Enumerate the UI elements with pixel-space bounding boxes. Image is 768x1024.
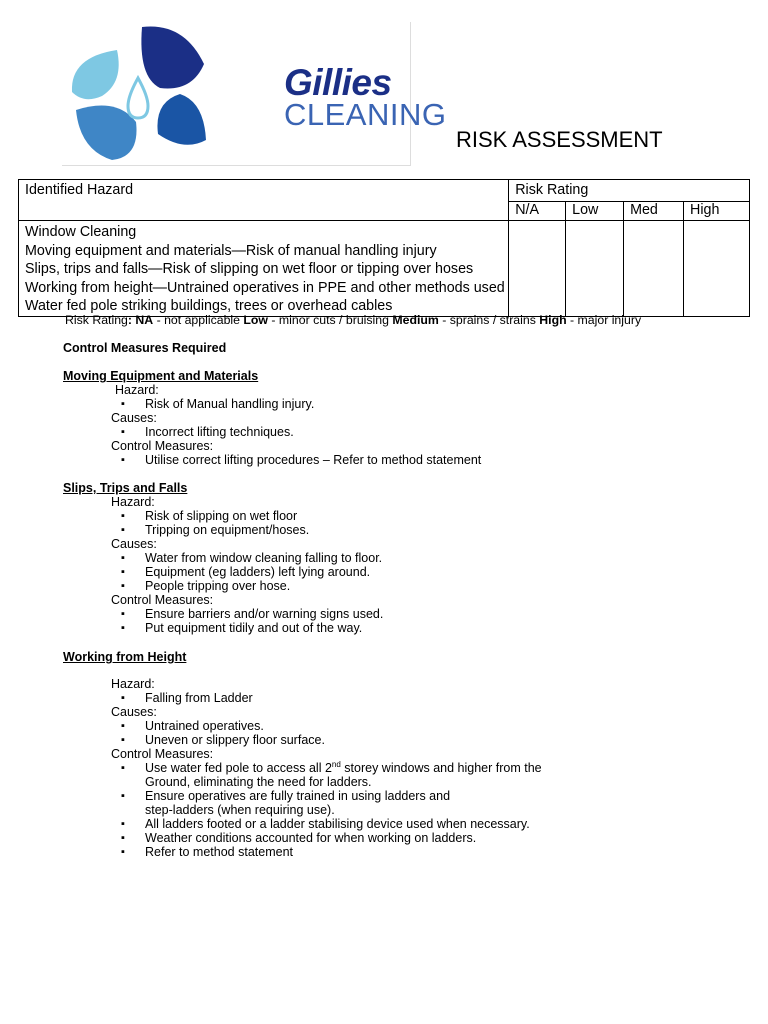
rating-med-header: Med <box>624 202 684 221</box>
list-item: ▪ Tripping on equipment/hoses. <box>63 523 663 537</box>
list-item: ▪ Risk of slipping on wet floor <box>63 509 663 523</box>
list-item: ▪ All ladders footed or a ladder stabilising device used when necessary. <box>63 817 683 831</box>
hazard-row: Window Cleaning <box>25 224 137 240</box>
section-slips-trips-falls <box>63 481 663 635</box>
text-span: Ground, eliminating the need for ladders. <box>145 775 372 789</box>
causes-label: Causes: <box>111 705 157 719</box>
text-span: storey windows and higher from the <box>340 761 542 775</box>
logo-drop-mid <box>76 106 137 160</box>
list-item: ▪ Untrained operatives. <box>63 719 683 733</box>
legend-medium-desc: - sprains / strains <box>438 313 540 327</box>
list-item: ▪ Falling from Ladder <box>63 691 683 705</box>
logo-drop-light <box>72 50 119 99</box>
hazard-list-cell <box>19 221 509 317</box>
rating-high-header: High <box>684 202 750 221</box>
text-span: Ensure operatives are fully trained in using ladders and <box>145 789 451 803</box>
rating-med-cell <box>624 221 684 317</box>
list-item: ▪ Ensure barriers and/or warning signs used. <box>63 607 663 621</box>
causes-label: Causes: <box>111 411 157 425</box>
control-label: Control Measures: <box>111 439 214 453</box>
list-item <box>63 789 683 817</box>
legend-colon: : <box>127 313 136 327</box>
hazard-label: Hazard: <box>111 495 155 509</box>
legend-high: High <box>539 313 567 327</box>
company-logo <box>62 22 447 166</box>
superscript: nd <box>331 759 341 769</box>
section-title: Working from Height <box>63 650 187 664</box>
identified-hazard-header: Identified Hazard <box>19 180 509 221</box>
risk-rating-header: Risk Rating <box>509 180 750 202</box>
legend-medium: Medium <box>392 313 439 327</box>
text-span: Use water fed pole to access all 2 <box>145 761 332 775</box>
document-title: RISK ASSESSMENT <box>456 127 663 152</box>
causes-label: Causes: <box>111 537 157 551</box>
hazard-row: Working from height—Untrained operatives in PPE and other methods used <box>25 279 505 296</box>
list-item: ▪ Incorrect lifting techniques. <box>63 425 663 439</box>
text-span: step-ladders (when requiring use). <box>145 803 335 817</box>
list-item: ▪ Put equipment tidily and out of the way. <box>63 621 663 635</box>
section-working-from-height <box>63 650 683 859</box>
list-item: ▪ Utilise correct lifting procedures – Refer to method statement <box>63 453 663 467</box>
list-item: ▪ Water from window cleaning falling to floor. <box>63 551 663 565</box>
brand-sub: CLEANING <box>284 97 447 132</box>
legend-prefix: Risk Rating <box>65 313 128 327</box>
list-item: ▪ Uneven or slippery floor surface. <box>63 733 683 747</box>
legend-high-desc: - major injury <box>566 313 642 327</box>
section-moving-equipment <box>63 369 663 467</box>
hazard-label: Hazard: <box>115 383 159 397</box>
list-item <box>63 761 683 789</box>
list-item: ▪ People tripping over hose. <box>63 579 663 593</box>
control-label: Control Measures: <box>111 747 214 761</box>
hazard-table <box>18 179 750 317</box>
rating-low-header: Low <box>566 202 624 221</box>
control-label: Control Measures: <box>111 593 214 607</box>
brand-wordmark <box>284 64 446 130</box>
section-title: Slips, Trips and Falls <box>63 481 188 495</box>
rating-na-header: N/A <box>509 202 566 221</box>
logo-water-drop <box>128 78 148 118</box>
hazard-row: Slips, trips and falls—Risk of slipping on wet floor or tipping over hoses <box>25 261 474 278</box>
logo-drop-navy <box>141 26 204 88</box>
brand-name: Gillies <box>284 62 392 103</box>
logo-drops-graphic <box>62 22 282 165</box>
list-item: ▪ Refer to method statement <box>63 845 683 859</box>
list-item: ▪ Equipment (eg ladders) left lying around. <box>63 565 663 579</box>
list-item: ▪ Weather conditions accounted for when working on ladders. <box>63 831 683 845</box>
risk-rating-legend <box>65 313 641 327</box>
legend-na-desc: - not applicable <box>153 313 244 327</box>
hazard-label: Hazard: <box>111 677 155 691</box>
section-title: Moving Equipment and Materials <box>63 369 259 383</box>
rating-na-cell <box>509 221 566 317</box>
rating-high-cell <box>684 221 750 317</box>
legend-low-desc: - minor cuts / bruising <box>267 313 393 327</box>
hazard-row: Moving equipment and materials—Risk of manual handling injury <box>25 242 437 259</box>
list-item: ▪ Risk of Manual handling injury. <box>63 397 663 411</box>
control-measures-heading: Control Measures Required <box>63 341 227 355</box>
rating-low-cell <box>566 221 624 317</box>
legend-low: Low <box>243 313 268 327</box>
legend-na: NA <box>135 313 154 327</box>
hazard-row: Water fed pole striking buildings, trees or overhead cables <box>25 298 393 315</box>
logo-drop-dark <box>157 94 206 145</box>
